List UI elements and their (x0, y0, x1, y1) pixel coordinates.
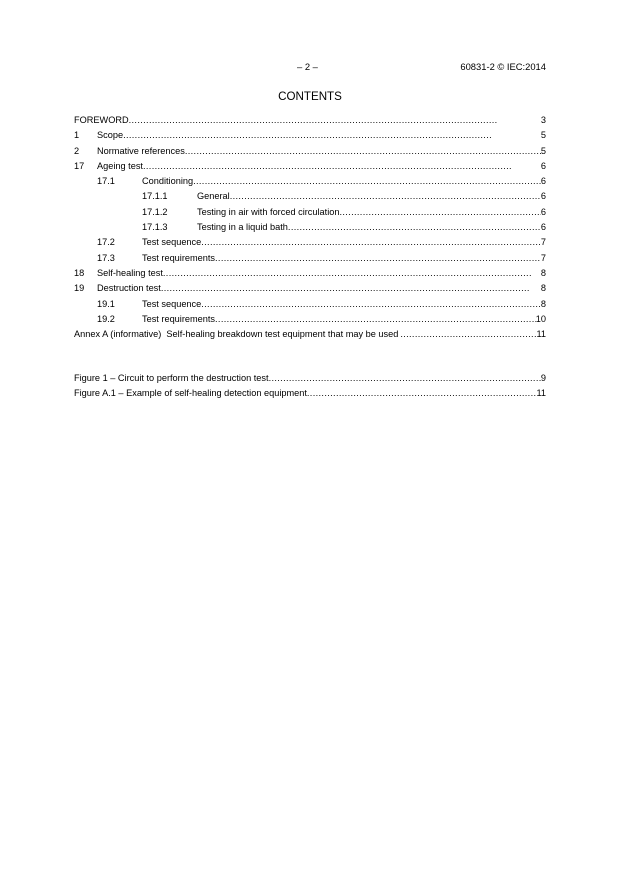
dot-leader (269, 371, 541, 386)
dot-leader (215, 312, 536, 327)
toc-entry-general[interactable] (74, 189, 546, 204)
toc-entry-page: 10 (535, 313, 546, 324)
toc-entry-page: 6 (540, 191, 546, 202)
page-number: – 2 – (297, 61, 318, 72)
toc-entry-number: 18 (74, 267, 85, 278)
toc-entry-number: 17.1.2 (142, 206, 168, 217)
toc-entry-number: 19 (74, 283, 85, 294)
toc-entry-page: 6 (540, 160, 546, 171)
toc-entry-testing-in-air[interactable] (74, 205, 546, 220)
toc-entry-title: Conditioning (142, 176, 194, 187)
dot-leader (201, 235, 541, 250)
dot-leader (230, 189, 541, 204)
figure-entry-title: Figure A.1 – Example of self-healing detection equipment (74, 388, 307, 399)
toc-entry-title: Annex A (informative) Self-healing breakdown test equipment that may be used (74, 329, 399, 340)
toc-entry-page: 3 (540, 115, 546, 125)
toc-entry-page: 11 (536, 329, 546, 340)
dot-leader (288, 220, 541, 235)
toc-entry-page: 7 (540, 237, 546, 248)
toc-entry-number: 2 (74, 145, 80, 156)
toc-entry-page: 7 (540, 252, 546, 263)
toc-entry-ageing-test[interactable] (74, 159, 546, 174)
dot-leader (201, 297, 541, 312)
toc-entry-title: Scope (97, 130, 124, 141)
dot-leader (215, 251, 541, 266)
dot-leader (193, 174, 541, 189)
dot-leader (129, 113, 541, 128)
toc-entry-title: Testing in air with forced circulation (197, 206, 340, 217)
toc-entry-number: 17.1 (97, 176, 115, 187)
toc-entry-conditioning[interactable] (74, 174, 546, 189)
toc-entry-number: 17.2 (97, 237, 115, 248)
toc-entry-title: FOREWORD (74, 115, 129, 125)
toc-entry-number: 19.2 (97, 313, 115, 324)
standard-reference: 60831-2 © IEC:2014 (460, 61, 546, 72)
toc-entry-title: Self-healing test (97, 267, 163, 278)
toc-entry-scope[interactable] (74, 128, 546, 143)
table-of-contents (74, 113, 546, 342)
toc-entry-title: Normative references (97, 145, 185, 156)
toc-entry-number: 17.1.1 (142, 191, 168, 202)
toc-entry-test-requirements[interactable] (74, 251, 546, 266)
toc-entry-number: 17 (74, 160, 85, 171)
toc-entry-number: 17.1.3 (142, 222, 168, 233)
dot-leader (307, 386, 537, 401)
figure-entry-page: 11 (536, 388, 546, 399)
dot-leader (400, 327, 536, 342)
toc-entry-annex-a[interactable] (74, 327, 546, 342)
toc-entry-title: Destruction test (97, 283, 161, 294)
toc-entry-test-sequence[interactable] (74, 297, 546, 312)
toc-entry-title: Test requirements (142, 313, 216, 324)
toc-entry-number: 1 (74, 130, 80, 141)
toc-entry-self-healing-test[interactable] (74, 266, 546, 281)
dot-leader (163, 266, 541, 281)
toc-entry-title: General (197, 191, 230, 202)
page-title: CONTENTS (278, 90, 342, 103)
toc-entry-page: 5 (540, 130, 546, 141)
dot-leader (339, 205, 540, 220)
toc-entry-test-requirements[interactable] (74, 312, 546, 327)
toc-entry-page: 8 (540, 283, 546, 294)
toc-entry-title: Test sequence (142, 237, 202, 248)
toc-entry-number: 17.3 (97, 252, 115, 263)
toc-entry-page: 8 (540, 298, 546, 309)
toc-entry-page: 6 (540, 176, 546, 187)
figure-entry-title: Figure 1 – Circuit to perform the destruction test (74, 373, 269, 383)
toc-entry-title: Test sequence (142, 298, 202, 309)
figure-entry-a1[interactable] (74, 386, 546, 401)
toc-entry-foreword[interactable] (74, 113, 546, 128)
toc-entry-page: 6 (540, 222, 546, 233)
toc-entry-page: 8 (540, 267, 546, 278)
dot-leader (123, 128, 541, 143)
list-of-figures (74, 371, 546, 402)
toc-entry-page: 5 (540, 145, 546, 156)
figure-entry-1[interactable] (74, 371, 546, 386)
toc-entry-number: 19.1 (97, 298, 115, 309)
dot-leader (161, 281, 541, 296)
toc-entry-testing-in-liquid-bath[interactable] (74, 220, 546, 235)
toc-entry-normative-references[interactable] (74, 144, 546, 159)
dot-leader (185, 144, 541, 159)
toc-entry-page: 6 (540, 206, 546, 217)
toc-entry-title: Testing in a liquid bath (197, 222, 288, 233)
toc-entry-destruction-test[interactable] (74, 281, 546, 296)
toc-entry-title: Ageing test (97, 160, 143, 171)
toc-entry-title: Test requirements (142, 252, 216, 263)
dot-leader (143, 159, 541, 174)
figure-entry-page: 9 (540, 373, 546, 383)
toc-entry-test-sequence[interactable] (74, 235, 546, 250)
